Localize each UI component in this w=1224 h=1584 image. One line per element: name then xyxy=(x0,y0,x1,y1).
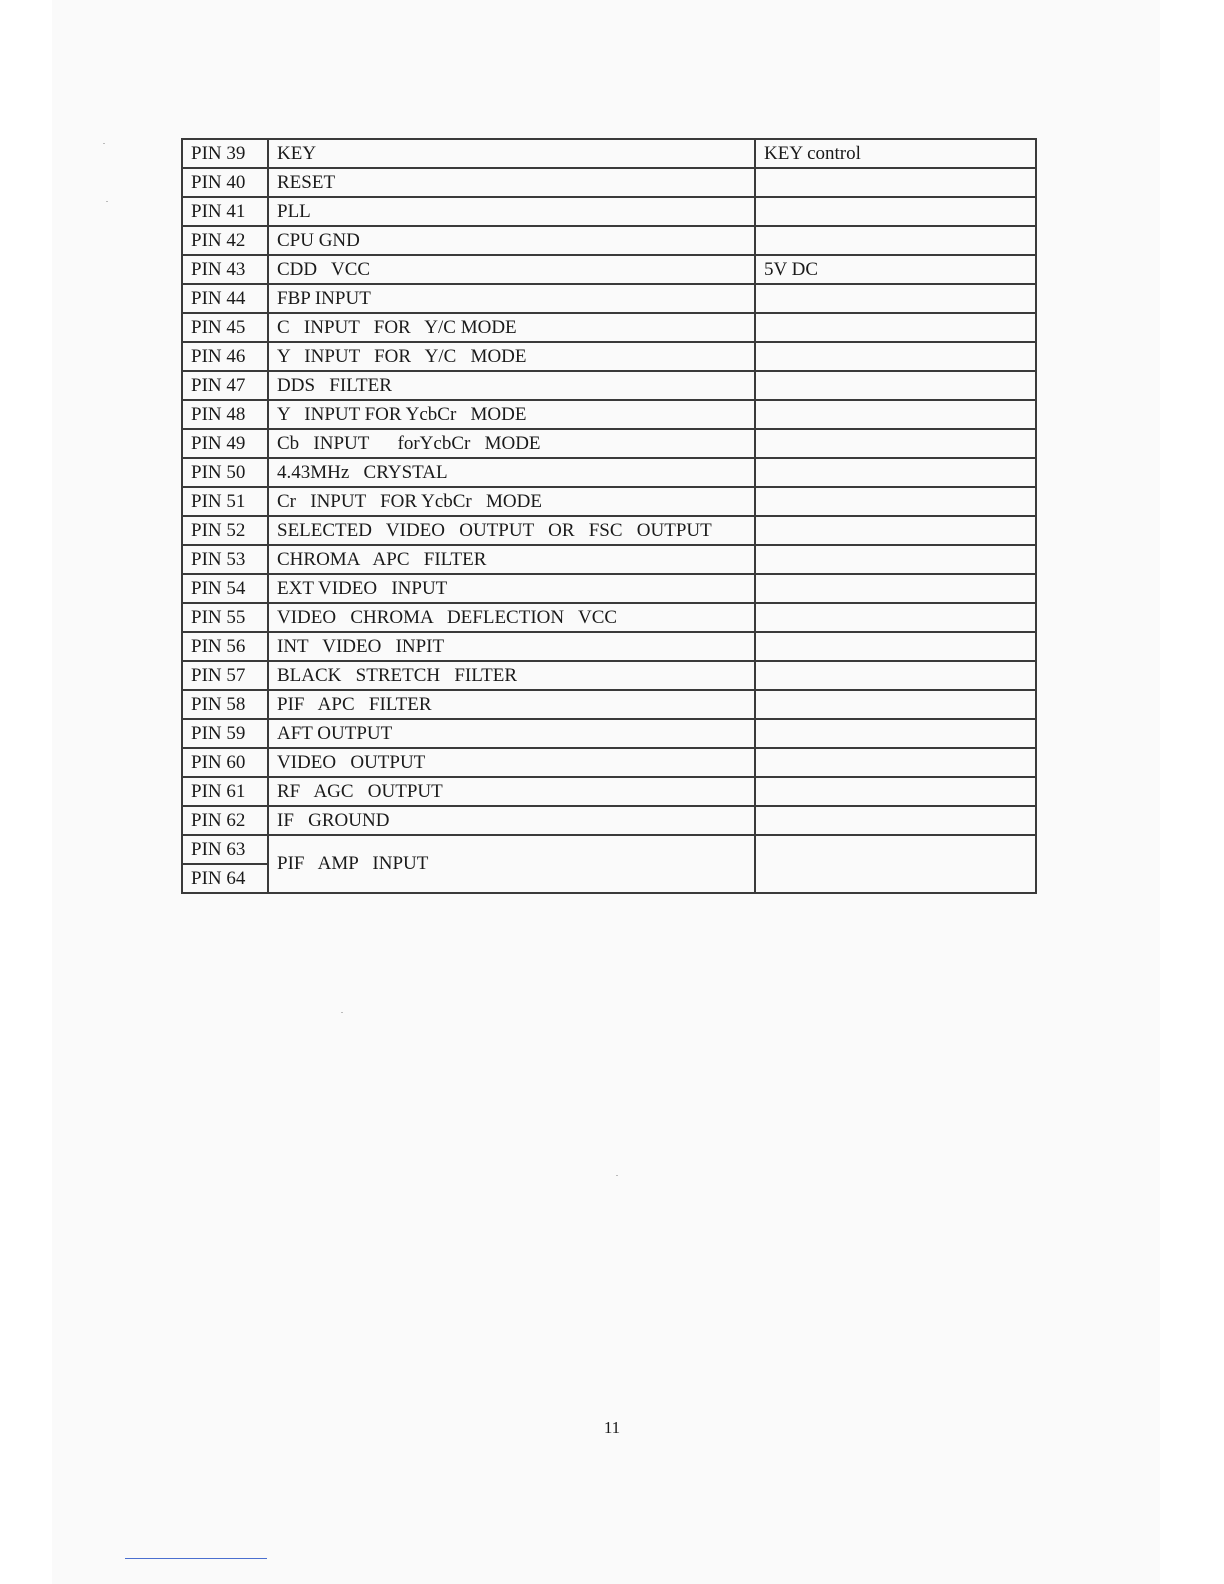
note-cell xyxy=(755,632,1036,661)
note-cell xyxy=(755,400,1036,429)
pin-cell: PIN 48 xyxy=(182,400,268,429)
function-cell: BLACK STRETCH FILTER xyxy=(268,661,755,690)
pin-cell: PIN 44 xyxy=(182,284,268,313)
function-cell: Y INPUT FOR Y/C MODE xyxy=(268,342,755,371)
table-row xyxy=(182,458,1036,487)
table-row xyxy=(182,719,1036,748)
pin-cell: PIN 60 xyxy=(182,748,268,777)
pin-cell: PIN 61 xyxy=(182,777,268,806)
page-number: 11 xyxy=(603,1418,621,1437)
pin-cell: PIN 59 xyxy=(182,719,268,748)
table-row xyxy=(182,574,1036,603)
note-cell xyxy=(755,806,1036,835)
function-cell: VIDEO OUTPUT xyxy=(268,748,755,777)
note-cell xyxy=(755,835,1036,893)
note-cell xyxy=(755,226,1036,255)
function-cell: IF GROUND xyxy=(268,806,755,835)
note-cell xyxy=(755,545,1036,574)
pin-cell: PIN 62 xyxy=(182,806,268,835)
table-row xyxy=(182,632,1036,661)
function-cell: VIDEO CHROMA DEFLECTION VCC xyxy=(268,603,755,632)
table-row xyxy=(182,516,1036,545)
pin-cell: PIN 50 xyxy=(182,458,268,487)
pin-cell: PIN 58 xyxy=(182,690,268,719)
function-cell: CPU GND xyxy=(268,226,755,255)
scan-speck xyxy=(106,201,108,202)
table-row xyxy=(182,806,1036,835)
function-cell: Cb INPUT forYcbCr MODE xyxy=(268,429,755,458)
table-row xyxy=(182,777,1036,806)
table-row xyxy=(182,197,1036,226)
note-cell xyxy=(755,487,1036,516)
function-cell: CDD VCC xyxy=(268,255,755,284)
table-row xyxy=(182,545,1036,574)
pin-cell: PIN 56 xyxy=(182,632,268,661)
note-cell xyxy=(755,197,1036,226)
note-cell xyxy=(755,371,1036,400)
table-row xyxy=(182,690,1036,719)
pin-cell: PIN 53 xyxy=(182,545,268,574)
table-row xyxy=(182,661,1036,690)
table-row xyxy=(182,748,1036,777)
function-cell: INT VIDEO INPIT xyxy=(268,632,755,661)
function-cell: AFT OUTPUT xyxy=(268,719,755,748)
function-cell: 4.43MHz CRYSTAL xyxy=(268,458,755,487)
pin-cell: PIN 55 xyxy=(182,603,268,632)
function-cell: C INPUT FOR Y/C MODE xyxy=(268,313,755,342)
function-cell: SELECTED VIDEO OUTPUT OR FSC OUTPUT xyxy=(268,516,755,545)
table-row xyxy=(182,168,1036,197)
pin-cell: PIN 42 xyxy=(182,226,268,255)
table-row xyxy=(182,835,1036,864)
pin-cell: PIN 64 xyxy=(182,864,268,893)
note-cell: 5V DC xyxy=(755,255,1036,284)
pin-cell: PIN 45 xyxy=(182,313,268,342)
table-row xyxy=(182,226,1036,255)
scan-speck xyxy=(616,1175,618,1176)
pin-cell: PIN 47 xyxy=(182,371,268,400)
table-row xyxy=(182,603,1036,632)
function-cell: PIF APC FILTER xyxy=(268,690,755,719)
note-cell xyxy=(755,284,1036,313)
function-cell: FBP INPUT xyxy=(268,284,755,313)
pin-cell: PIN 40 xyxy=(182,168,268,197)
function-cell: RESET xyxy=(268,168,755,197)
note-cell xyxy=(755,748,1036,777)
function-cell: PLL xyxy=(268,197,755,226)
pin-cell: PIN 54 xyxy=(182,574,268,603)
note-cell xyxy=(755,516,1036,545)
pin-cell: PIN 41 xyxy=(182,197,268,226)
pin-function-table xyxy=(181,138,1037,894)
function-cell: DDS FILTER xyxy=(268,371,755,400)
pin-cell: PIN 57 xyxy=(182,661,268,690)
table-row xyxy=(182,255,1036,284)
table-row xyxy=(182,313,1036,342)
footer-link-underline xyxy=(125,1558,267,1559)
table-row xyxy=(182,371,1036,400)
note-cell xyxy=(755,458,1036,487)
pin-cell: PIN 46 xyxy=(182,342,268,371)
note-cell xyxy=(755,777,1036,806)
note-cell xyxy=(755,719,1036,748)
function-cell: Y INPUT FOR YcbCr MODE xyxy=(268,400,755,429)
pin-cell: PIN 49 xyxy=(182,429,268,458)
table-row xyxy=(182,487,1036,516)
pin-cell: PIN 39 xyxy=(182,139,268,168)
table-row xyxy=(182,400,1036,429)
function-cell: EXT VIDEO INPUT xyxy=(268,574,755,603)
function-cell: CHROMA APC FILTER xyxy=(268,545,755,574)
table-row xyxy=(182,284,1036,313)
function-cell: Cr INPUT FOR YcbCr MODE xyxy=(268,487,755,516)
pin-cell: PIN 43 xyxy=(182,255,268,284)
pin-table-body xyxy=(182,139,1036,893)
pin-cell: PIN 51 xyxy=(182,487,268,516)
table-row xyxy=(182,342,1036,371)
table-row xyxy=(182,429,1036,458)
note-cell xyxy=(755,603,1036,632)
function-cell: RF AGC OUTPUT xyxy=(268,777,755,806)
note-cell xyxy=(755,429,1036,458)
pin-cell: PIN 63 xyxy=(182,835,268,864)
scan-speck xyxy=(341,1012,343,1013)
note-cell xyxy=(755,342,1036,371)
scan-speck xyxy=(103,143,105,144)
note-cell xyxy=(755,661,1036,690)
function-cell: PIF AMP INPUT xyxy=(268,835,755,893)
table-row xyxy=(182,139,1036,168)
function-cell: KEY xyxy=(268,139,755,168)
note-cell xyxy=(755,574,1036,603)
note-cell xyxy=(755,168,1036,197)
pin-cell: PIN 52 xyxy=(182,516,268,545)
note-cell: KEY control xyxy=(755,139,1036,168)
note-cell xyxy=(755,690,1036,719)
note-cell xyxy=(755,313,1036,342)
